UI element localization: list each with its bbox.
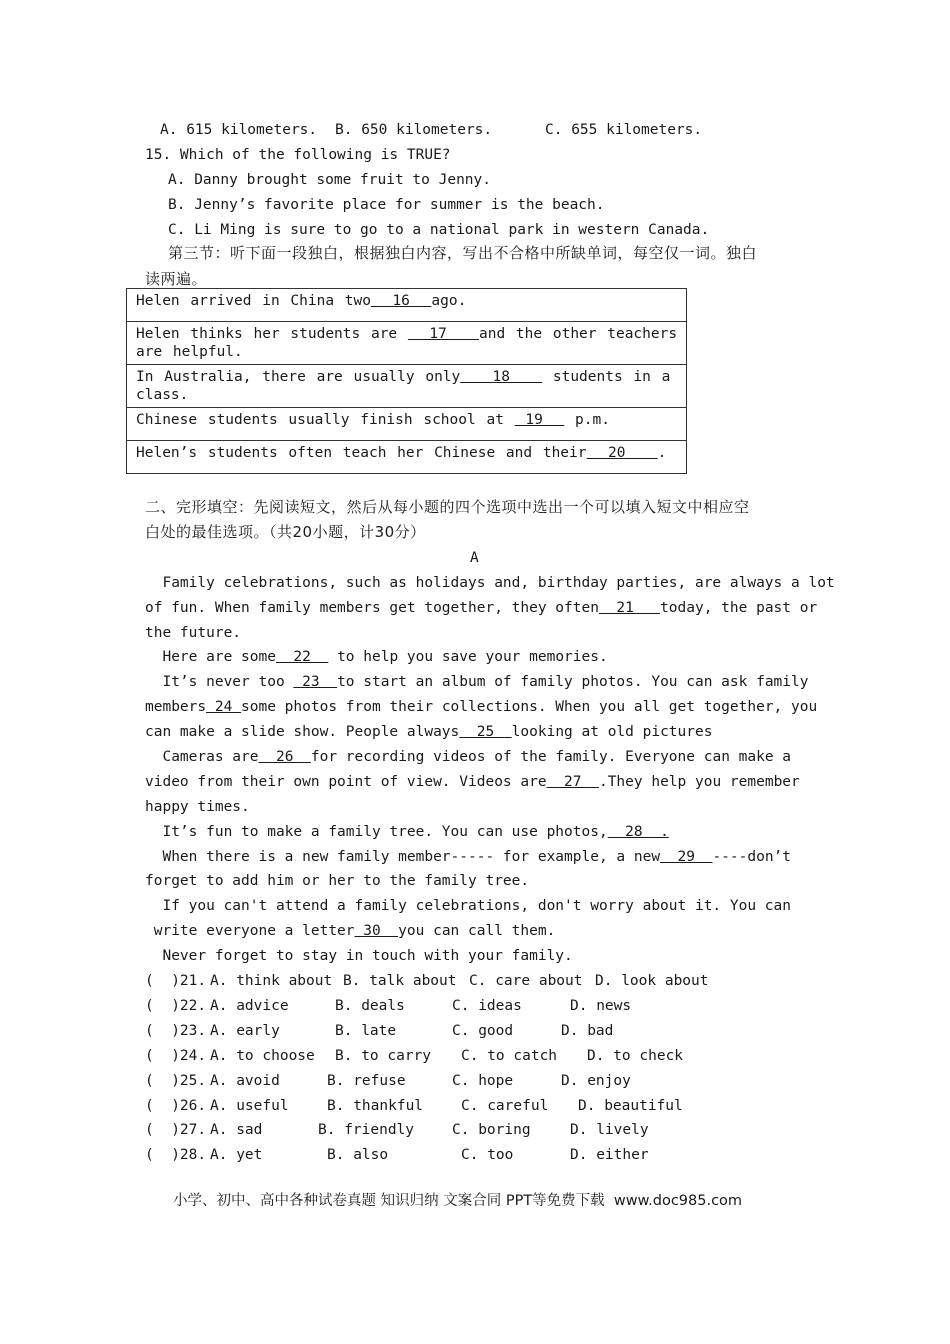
passage-line [145,848,791,866]
passage-line: Family celebrations, such as holidays and, birthday parties, are always a lot [145,575,835,591]
choice-d: D. enjoy [561,1073,631,1089]
blank-21: 21 [598,600,661,616]
choice-b: B. talk about [343,973,457,989]
choice-c: C. careful [461,1098,549,1114]
choice-c: C. to catch [461,1048,558,1064]
passage-text: you can call them. [398,923,556,939]
choice-b: B. late [335,1023,397,1039]
passage-text: members [145,699,207,715]
part2-heading-line2: 白处的最佳选项。（共20小题，计30分） [145,523,426,541]
choice-b: B. thankful [327,1098,424,1114]
blank-27: 27 [546,774,599,790]
passage-line [145,723,712,741]
passage-text: some photos from their collections. When you all get together, you [241,699,818,715]
row-text-before: Chinese students usually finish school at [136,412,515,428]
table-row [127,365,687,408]
passage-text: for recording videos of the family. Everyone can make a [310,749,792,765]
choice-d: D. lively [570,1122,649,1138]
choice-b: B. refuse [327,1073,406,1089]
choice-a: A. to choose [210,1048,315,1064]
blank-24: 24 [206,699,242,715]
passage-line [145,922,555,940]
row-text-before: In Australia, there are usually only [136,369,461,385]
choice-a: A. useful [210,1098,289,1114]
q15-option-a: A. Danny brought some fruit to Jenny. [168,172,492,188]
choice-c: C. too [461,1147,514,1163]
row-text-before: Helen arrived in China two [136,293,371,309]
passage-line: happy times. [145,799,250,815]
blank-18: 18 [460,369,543,385]
choice-c: C. good [452,1023,514,1039]
section3-instruction-line1: 第三节：听下面一段独白，根据独白内容，写出不合格中所缺单词，每空仅一词。独白 [168,244,758,262]
row-text-after: and the other teachers are helpful. [136,326,678,360]
passage-text: to start an album of family photos. You can ask family [337,674,809,690]
row-text-after: p.m. [564,412,610,428]
passage-line: forget to add him or her to the family tree. [145,873,530,889]
choice-d: D. look about [595,973,709,989]
row-text-before: Helen thinks her students are [136,326,408,342]
choice-number: ( )22. [145,998,207,1014]
passage-text: It’s never too [145,674,294,690]
passage-line [145,773,800,791]
choice-d: D. beautiful [578,1098,683,1114]
choice-b: B. also [327,1147,389,1163]
passage-text: When there is a new family member----- for example, a new [145,849,661,865]
choice-a: A. early [210,1023,280,1039]
choice-number: ( )27. [145,1122,207,1138]
passage-text: Here are some [145,649,276,665]
passage-line: the future. [145,625,242,641]
q14-option-a: A. 615 kilometers. [160,122,318,138]
page-footer: 小学、初中、高中各种试卷真题 知识归纳 文案合同 PPT等免费下载 www.doc985.com [173,1193,743,1209]
blank-17: 17 [407,326,480,342]
part2-heading-line1: 二、完形填空：先阅读短文，然后从每小题的四个选项中选出一个可以填入短文中相应空 [145,498,750,516]
passage-line [145,673,808,691]
passage-text: It’s fun to make a family tree. You can use photos, [145,824,608,840]
passage-line [145,599,817,617]
choice-number: ( )21. [145,973,207,989]
choice-number: ( )26. [145,1098,207,1114]
blank-23: 23 [293,674,338,690]
choice-a: A. avoid [210,1073,280,1089]
passage-label: A [470,550,479,566]
passage-text: video from their own point of view. Videos are [145,774,547,790]
choice-b: B. deals [335,998,405,1014]
table-row [127,441,687,474]
choice-c: C. care about [469,973,583,989]
choice-a: A. think about [210,973,333,989]
row-text-after: students in a class. [136,369,671,403]
q15-stem: 15. Which of the following is TRUE? [145,147,451,163]
choice-a: A. advice [210,998,289,1014]
passage-text: ----don’t [712,849,792,865]
choice-c: C. boring [452,1122,531,1138]
choice-b: B. friendly [318,1122,415,1138]
passage-text: write everyone a letter [145,923,355,939]
row-text-after: . [657,445,667,461]
passage-text: today, the past or [660,600,818,616]
choice-a: A. sad [210,1122,263,1138]
choice-number: ( )28. [145,1147,207,1163]
blank-16: 16 [370,293,432,309]
passage-text: .They help you remember [598,774,800,790]
passage-line: If you can't attend a family celebrations, don't worry about it. You can [145,898,792,914]
blank-19: 19 [514,412,565,428]
choice-a: A. yet [210,1147,263,1163]
choice-d: D. to check [587,1048,684,1064]
blank-25: 25 [459,724,512,740]
passage-line [145,698,817,716]
blank-22: 22 [275,649,329,665]
passage-line: Never forget to stay in touch with your family. [145,948,573,964]
passage-line [145,648,608,666]
choice-number: ( )24. [145,1048,207,1064]
row-text-after: ago. [431,293,467,309]
q15-option-c: C. Li Ming is sure to go to a national park in western Canada. [168,222,710,238]
q14-option-b: B. 650 kilometers. [335,122,493,138]
blank-20: 20 [586,445,658,461]
passage-line [145,748,791,766]
section3-instruction-line2: 读两遍。 [145,270,208,288]
choice-d: D. bad [561,1023,614,1039]
q14-option-c: C. 655 kilometers. [545,122,703,138]
choice-d: D. either [570,1147,649,1163]
table-row [127,289,687,322]
passage-text: can make a slide show. People always [145,724,460,740]
passage-text: to help you save your memories. [328,649,608,665]
choice-c: C. hope [452,1073,514,1089]
choice-b: B. to carry [335,1048,432,1064]
table-row [127,322,687,365]
passage-text: Cameras are [145,749,259,765]
blank-28: 28 . [607,824,669,840]
blank-30: 30 [354,923,399,939]
passage-line [145,823,669,841]
choice-number: ( )25. [145,1073,207,1089]
passage-text: looking at old pictures [511,724,713,740]
gap-fill-table [126,288,687,474]
blank-26: 26 [258,749,311,765]
passage-text: of fun. When family members get together, they often [145,600,599,616]
q15-option-b: B. Jenny’s favorite place for summer is the beach. [168,197,605,213]
blank-29: 29 [660,849,713,865]
choice-c: C. ideas [452,998,522,1014]
row-text-before: Helen’s students often teach her Chinese and their [136,445,587,461]
choice-d: D. news [570,998,632,1014]
choice-number: ( )23. [145,1023,207,1039]
table-row [127,408,687,441]
